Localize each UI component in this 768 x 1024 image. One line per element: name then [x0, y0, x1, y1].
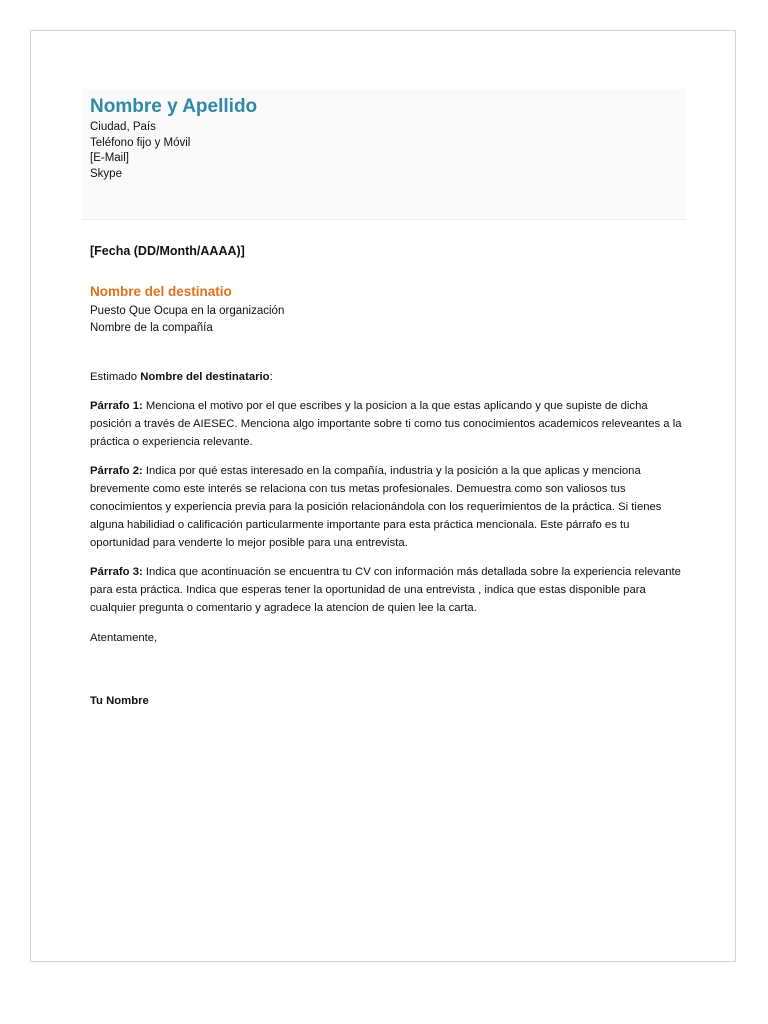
- salutation: [90, 368, 682, 386]
- signature-name: Tu Nombre: [90, 695, 149, 707]
- paragraph-3-label: Párrafo 3:: [90, 566, 143, 578]
- salutation-prefix: Estimado: [90, 371, 141, 383]
- paragraph-3: [90, 563, 682, 617]
- recipient-name: Nombre del destinatio: [90, 284, 232, 299]
- salutation-suffix: :: [269, 371, 273, 383]
- paragraph-2-text: Indica por qué estas interesado en la compañía, industria y la posición a la que aplicas y menciona brevemente como este interés se relaciona con tus metas profesionales. Demuestra como son valiosos tus conocimientos y experiencia previa para la posición relacionándola con los requerimientos de la práctica. Si tienes alguna habilidiad o calificación particularmente importante para esta práctica mencionala. Este párrafo es tu oportunidad para venderte lo mejor posible para una entrevista.: [90, 465, 662, 549]
- salutation-name: Nombre del destinatario: [140, 371, 270, 383]
- sender-name: Nombre y Apellido: [90, 96, 258, 117]
- paragraph-2-label: Párrafo 2:: [90, 465, 143, 477]
- recipient-company: Nombre de la compañía: [90, 322, 213, 334]
- paragraph-3-text: Indica que acontinuación se encuentra tu CV con información más detallada sobre la experiencia relevante para esta práctica. Indica que esperas tener la oportunidad de una entrevista , indica que estas disponible para cualquier pregunta o comentario y agradece la atencion de quien lee la carta.: [90, 566, 681, 614]
- paragraph-1-label: Párrafo 1:: [90, 400, 143, 412]
- sender-contact: [90, 120, 190, 182]
- letter-date: [Fecha (DD/Month/AAAA)]: [90, 244, 245, 258]
- sender-city-country: Ciudad, País: [90, 121, 156, 133]
- sender-email: [E-Mail]: [90, 152, 129, 164]
- paragraph-2: [90, 462, 682, 552]
- closing: Atentamente,: [90, 632, 158, 644]
- paragraph-1: [90, 397, 682, 451]
- sender-skype: Skype: [90, 167, 122, 180]
- recipient-position: Puesto Que Ocupa en la organización: [90, 305, 285, 317]
- sender-phone: Teléfono fijo y Móvil: [90, 136, 191, 149]
- recipient-details: [90, 303, 284, 337]
- paragraph-1-text: Menciona el motivo por el que escribes y la posicion a la que estas aplicando y que supiste de dicha posición a través de AIESEC. Menciona algo importante sobre ti como tus conocimientos academicos releveantes a la práctica o experiencia relevante.: [90, 400, 682, 448]
